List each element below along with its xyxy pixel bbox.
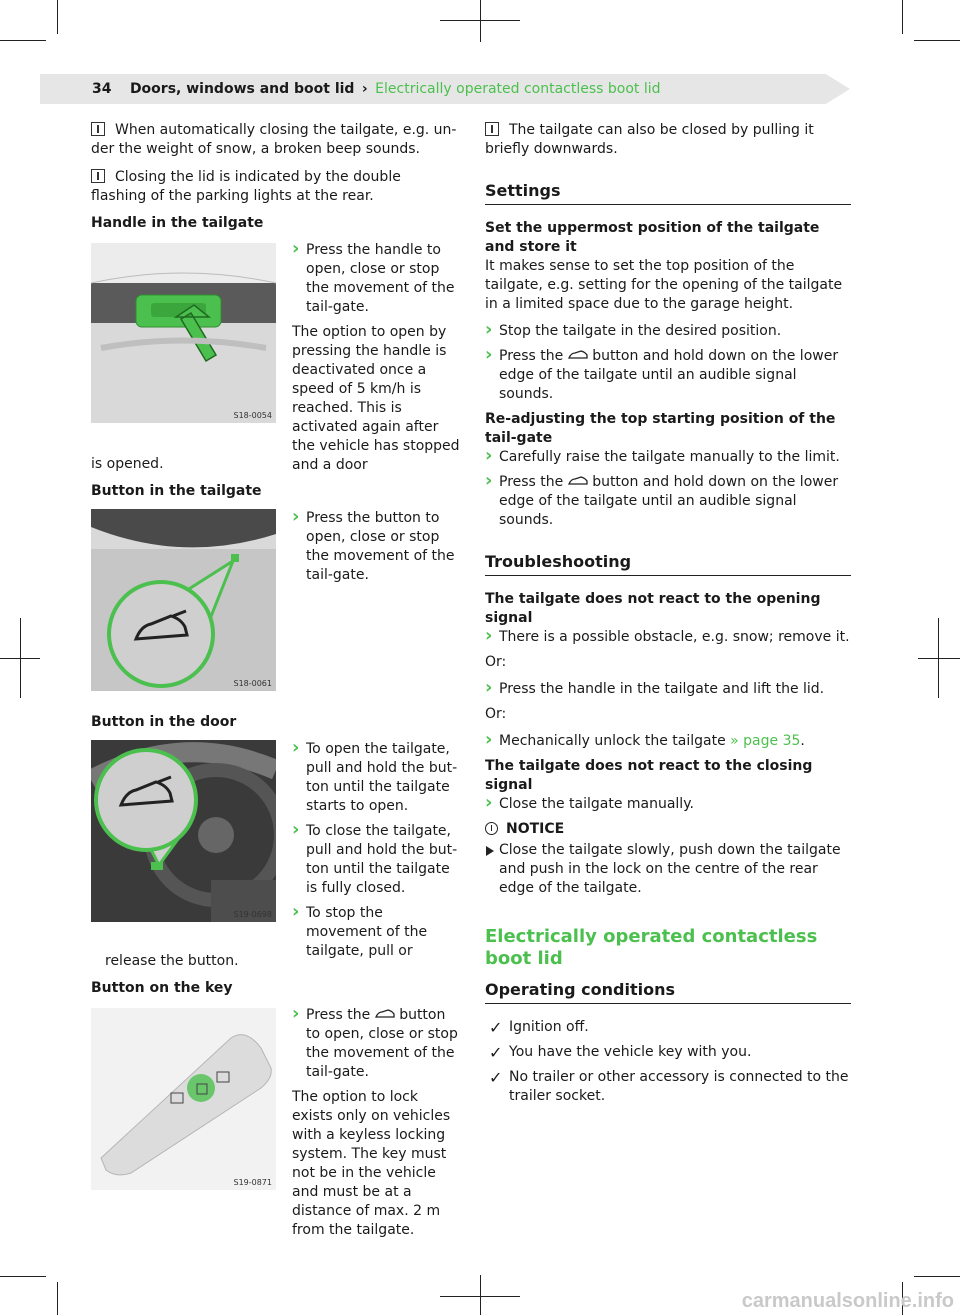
crop-mark	[57, 1282, 58, 1315]
paragraph: It makes sense to set the top position of the tailgate, e.g. setting for the opening of the tailgate in a limited space due to the garage height.	[485, 258, 843, 312]
settings-subheading: Re-adjusting the top starting position of the tail-gate	[485, 411, 836, 446]
crop-mark	[918, 658, 960, 659]
info-note-text: When automatically closing the tailgate, e.g. un-der the weight of snow, a broken beep sounds.	[91, 122, 457, 157]
crop-mark	[20, 618, 21, 698]
key-fob-illustration	[91, 1008, 276, 1190]
list-item: › To close the tailgate, pull and hold the but-ton until the tailgate is fully closed.	[292, 822, 460, 898]
troubleshooting-subheading: The tailgate does not react to the closing signal	[485, 758, 813, 793]
list-item	[292, 1006, 460, 1082]
list-item: › To open the tailgate, pull and hold the but-ton until the tailgate starts to open.	[292, 740, 460, 816]
left-column	[91, 120, 459, 1236]
list-item	[485, 347, 851, 404]
key-button-figure	[91, 1008, 276, 1190]
checklist-item: ✓ Ignition off.	[485, 1018, 851, 1037]
crop-mark	[480, 1275, 481, 1315]
list-item: › Close the tailgate manually.	[485, 795, 851, 814]
key-button-heading: Button on the key	[91, 980, 233, 996]
text: button to open, close or stop the movement of the tail-gate.	[306, 1007, 458, 1080]
paragraph: release the button.	[105, 953, 239, 969]
tailgate-handle-figure	[91, 243, 276, 423]
figure-code: S19-0698	[233, 910, 272, 919]
text: Press the	[499, 474, 564, 490]
list-item	[485, 473, 851, 530]
crop-mark	[0, 40, 46, 41]
text: Press the	[306, 1007, 371, 1023]
paragraph: Or:	[485, 706, 507, 722]
text: button and hold down on the lower edge of the tailgate until an audible signal sounds.	[499, 474, 839, 528]
breadcrumb-section-link[interactable]: Electrically operated contactless boot lid	[375, 81, 661, 97]
crop-mark	[480, 0, 481, 42]
tailgate-car-icon	[375, 1009, 395, 1019]
info-note	[91, 167, 459, 206]
figure-code: S18-0054	[233, 411, 272, 420]
header	[92, 80, 661, 98]
crop-mark	[57, 0, 58, 34]
notice-icon	[485, 822, 498, 835]
text: .	[800, 733, 805, 749]
tailgate-button-text	[292, 509, 460, 591]
crop-mark	[914, 1276, 960, 1277]
tailgate-button-figure	[91, 509, 276, 691]
chapter-title: Doors, windows and boot lid	[129, 81, 355, 97]
tailgate-car-icon	[568, 350, 588, 360]
crop-mark	[938, 618, 939, 698]
watermark: carmanualsonline.info	[741, 1290, 954, 1312]
page-reference-link[interactable]: » page 35	[730, 733, 801, 749]
list-item: › Press the handle in the tailgate and lift the lid.	[485, 680, 851, 699]
info-icon	[91, 169, 105, 183]
paragraph: The option to open by pressing the handle is deactivated once a speed of 5 km/h is reached. This is activated again after the vehicle has stopped and a door	[292, 324, 460, 473]
checklist-item: ✓ You have the vehicle key with you.	[485, 1043, 851, 1062]
handle-heading: Handle in the tailgate	[91, 215, 264, 231]
page-number: 34	[92, 81, 112, 97]
crop-mark	[0, 1276, 46, 1277]
list-item: › Press the button to open, close or stop the movement of the tail-gate.	[292, 509, 460, 585]
tailgate-car-icon	[568, 476, 588, 486]
notice-title: NOTICE	[506, 821, 565, 837]
list-item: Close the tailgate slowly, push down the tailgate and push in the lock on the centre of the rear edge of the tailgate.	[485, 841, 851, 898]
list-item: › There is a possible obstacle, e.g. snow; remove it.	[485, 628, 851, 647]
text: button and hold down on the lower edge of the tailgate until an audible signal sounds.	[499, 348, 839, 402]
breadcrumb-separator: ›	[361, 81, 368, 97]
paragraph: The option to lock exists only on vehicles with a keyless locking system. The key must not be in the vehicle and must be at a distance of max. 2 m from the tailgate.	[292, 1089, 451, 1238]
door-button-block	[91, 740, 459, 959]
paragraph: is opened.	[91, 456, 164, 472]
list-item: › Carefully raise the tailgate manually to the limit.	[485, 448, 851, 467]
key-button-text	[292, 1006, 460, 1248]
info-icon	[91, 122, 105, 136]
figure-code: S19-0871	[233, 1178, 272, 1187]
info-note	[485, 120, 851, 159]
door-button-text	[292, 740, 460, 967]
door-button-figure	[91, 740, 276, 922]
tailgate-button-heading: Button in the tailgate	[91, 483, 262, 499]
troubleshooting-subheading: The tailgate does not react to the opening signal	[485, 591, 821, 626]
list-item: › Stop the tailgate in the desired position.	[485, 322, 851, 341]
troubleshooting-title: Troubleshooting	[485, 552, 851, 576]
settings-subheading: Set the uppermost position of the tailgate and store it	[485, 220, 820, 255]
paragraph: Or:	[485, 654, 507, 670]
tailgate-handle-illustration	[91, 243, 276, 423]
operating-conditions-title: Operating conditions	[485, 980, 851, 1004]
checklist-item: ✓ No trailer or other accessory is connected to the trailer socket.	[485, 1068, 851, 1106]
text: Press the	[499, 348, 564, 364]
tailgate-button-block	[91, 509, 459, 713]
list-item	[485, 732, 851, 751]
figure-code: S18-0061	[233, 679, 272, 688]
key-button-block	[91, 1006, 459, 1236]
door-button-illustration	[91, 740, 276, 922]
info-note-text: The tailgate can also be closed by pulling it briefly downwards.	[485, 122, 814, 157]
list-item: › Press the handle to open, close or stop the movement of the tail-gate.	[292, 241, 460, 317]
contactless-title: Electrically operated contactless boot lid	[485, 926, 818, 969]
handle-text	[292, 241, 460, 483]
crop-mark	[902, 0, 903, 34]
crop-mark	[914, 40, 960, 41]
right-column	[485, 120, 851, 1112]
info-icon	[485, 122, 499, 136]
info-note-text: Closing the lid is indicated by the double flashing of the parking lights at the rear.	[91, 169, 401, 204]
info-note	[91, 120, 459, 159]
door-button-heading: Button in the door	[91, 714, 237, 730]
settings-title: Settings	[485, 181, 851, 205]
text: Mechanically unlock the tailgate	[499, 733, 726, 749]
list-item: › To stop the movement of the tailgate, pull or	[292, 904, 460, 961]
notice-heading	[485, 820, 851, 839]
tailgate-button-illustration	[91, 509, 276, 691]
